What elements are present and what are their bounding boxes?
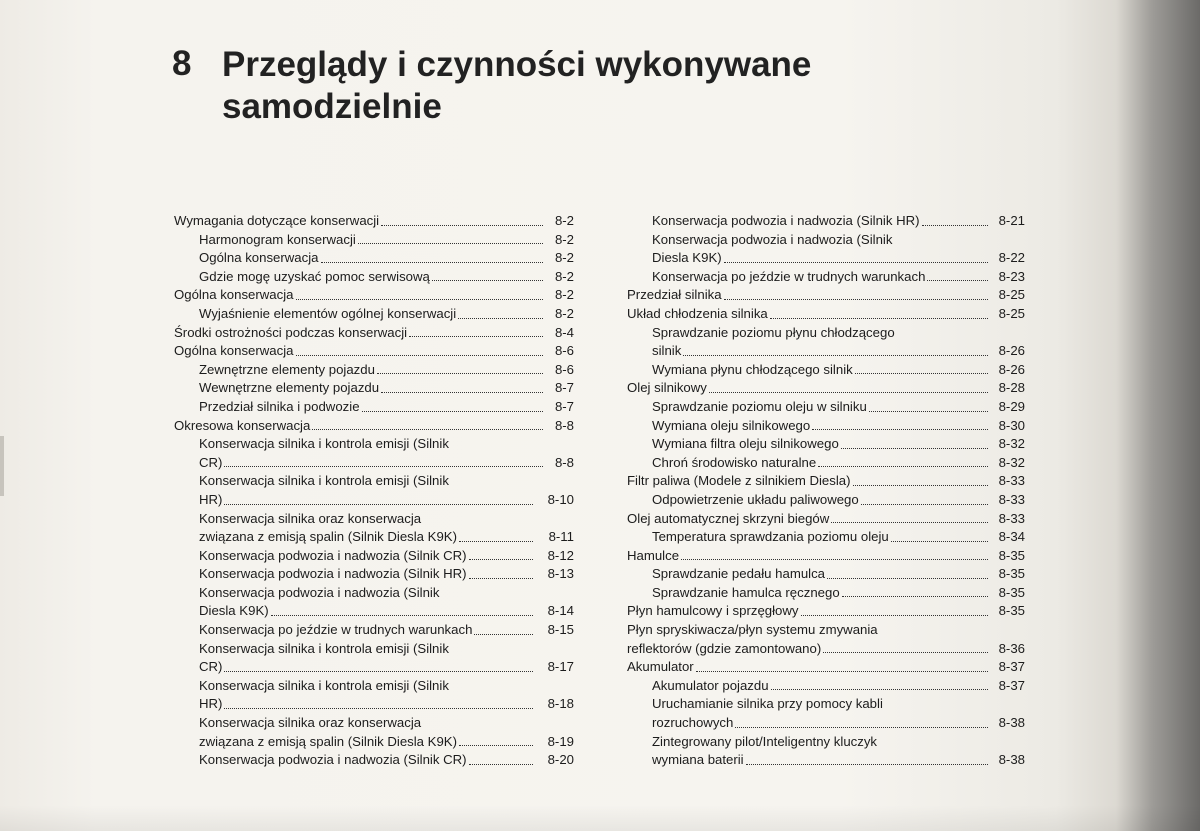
toc-entry — [627, 547, 1025, 566]
toc-entry-label: HR) — [199, 491, 223, 507]
toc-entry-label: Filtr paliwa (Modele z silnikiem Diesla) — [627, 473, 851, 489]
toc-page-number: 8-2 — [554, 213, 574, 228]
toc-page-number: 8-20 — [547, 752, 574, 768]
toc-entry-label: Odpowietrzenie układu paliwowego — [652, 491, 859, 507]
toc-entry-label: związana z emisją spalin (Silnik Diesla K9K) — [199, 529, 457, 545]
toc-entry-label: Ogólna konserwacja — [174, 343, 294, 359]
toc-entry-label: Wymiana filtra oleju silnikowego — [652, 436, 839, 452]
toc-entry — [174, 305, 574, 324]
toc-leader-dots — [459, 541, 533, 542]
chapter-title: Przeglądy i czynności wykonywane samodzielnie — [222, 45, 812, 126]
toc-leader-dots — [474, 634, 533, 635]
toc-entry — [174, 472, 574, 509]
toc-page-number: 8-38 — [998, 752, 1025, 768]
toc-entry — [174, 584, 574, 621]
toc-entry — [174, 621, 574, 640]
toc-entry — [627, 268, 1025, 287]
toc-entry-label: Okresowa konserwacja — [174, 417, 311, 433]
toc-entry-label: Harmonogram konserwacji — [199, 231, 356, 247]
toc-entry-label: Chroń środowisko naturalne — [652, 454, 817, 470]
toc-page-number: 8-37 — [998, 677, 1025, 693]
toc-leader-dots — [841, 448, 988, 449]
toc-entry-label: Konserwacja podwozia i nadwozia (Silnik CR) — [199, 752, 467, 768]
toc-entry — [174, 565, 574, 584]
toc-entry — [627, 491, 1025, 510]
toc-entry-label-line: Uruchamianie silnika przy pomocy kabli — [652, 696, 883, 712]
toc-entry — [174, 249, 574, 268]
toc-entry-label: Przedział silnika i podwozie — [199, 398, 360, 414]
toc-entry — [627, 677, 1025, 696]
toc-entry-label: Hamulce — [627, 547, 680, 563]
toc-right-column — [627, 212, 1025, 770]
toc-entry — [627, 435, 1025, 454]
toc-leader-dots — [801, 615, 988, 616]
toc-entry — [627, 417, 1025, 436]
toc-page-number: 8-25 — [998, 305, 1025, 321]
toc-entry — [627, 565, 1025, 584]
toc-entry — [174, 286, 574, 305]
toc-entry-label: Przedział silnika — [627, 287, 722, 303]
toc-entry — [627, 528, 1025, 547]
toc-entry-label-line: Konserwacja silnika i kontrola emisji (Silnik — [199, 436, 449, 452]
toc-leader-dots — [312, 429, 543, 430]
toc-entry — [627, 658, 1025, 677]
toc-entry-label: HR) — [199, 696, 223, 712]
toc-page-number: 8-35 — [998, 584, 1025, 600]
toc-leader-dots — [746, 764, 988, 765]
toc-entry — [174, 751, 574, 770]
page-bottom-shadow — [0, 805, 1200, 831]
toc-page-number: 8-30 — [998, 417, 1025, 433]
toc-leader-dots — [922, 225, 988, 226]
toc-entry — [627, 361, 1025, 380]
toc-page-number: 8-35 — [998, 566, 1025, 582]
toc-entry-label: Diesla K9K) — [652, 250, 722, 266]
toc-page-number: 8-32 — [998, 454, 1025, 470]
toc-page-number: 8-15 — [547, 622, 574, 638]
toc-entry-label: Wymagania dotyczące konserwacji — [174, 213, 380, 228]
chapter-number: 8 — [172, 44, 192, 83]
toc-page-number: 8-21 — [998, 213, 1025, 228]
toc-page-number: 8-18 — [547, 696, 574, 712]
toc-entry-label-line: Płyn spryskiwacza/płyn systemu zmywania — [627, 622, 878, 638]
toc-entry — [174, 379, 574, 398]
toc-page-number: 8-26 — [998, 361, 1025, 377]
toc-entry — [627, 454, 1025, 473]
toc-page-number: 8-2 — [554, 268, 574, 284]
toc-left-column — [174, 212, 574, 770]
toc-page-number: 8-13 — [547, 566, 574, 582]
toc-leader-dots — [381, 225, 543, 226]
toc-entry — [174, 268, 574, 287]
toc-entry — [627, 305, 1025, 324]
toc-page-number: 8-32 — [998, 436, 1025, 452]
toc-page-number: 8-12 — [547, 547, 574, 563]
toc-leader-dots — [321, 262, 544, 263]
toc-leader-dots — [842, 596, 988, 597]
toc-page-number: 8-33 — [998, 473, 1025, 489]
toc-page-number: 8-28 — [998, 380, 1025, 396]
toc-page-number: 8-33 — [998, 491, 1025, 507]
toc-leader-dots — [377, 373, 543, 374]
toc-leader-dots — [709, 392, 988, 393]
toc-leader-dots — [823, 652, 988, 653]
toc-leader-dots — [409, 336, 543, 337]
toc-entry-label-line: Konserwacja silnika oraz konserwacja — [199, 715, 422, 731]
toc-entry — [627, 602, 1025, 621]
toc-leader-dots — [271, 615, 533, 616]
toc-entry — [174, 417, 574, 436]
toc-entry-label-line: Konserwacja podwozia i nadwozia (Silnik — [652, 231, 893, 247]
toc-leader-dots — [831, 522, 988, 523]
toc-leader-dots — [770, 318, 988, 319]
toc-entry-label: Płyn hamulcowy i sprzęgłowy — [627, 603, 799, 619]
toc-page-number: 8-22 — [998, 250, 1025, 266]
toc-entry-label: związana z emisją spalin (Silnik Diesla K9K) — [199, 733, 457, 749]
toc-entry — [174, 640, 574, 677]
toc-leader-dots — [724, 262, 988, 263]
toc-page-number: 8-23 — [998, 268, 1025, 284]
toc-entry — [627, 324, 1025, 361]
toc-leader-dots — [469, 578, 533, 579]
toc-leader-dots — [812, 429, 988, 430]
toc-entry — [627, 621, 1025, 658]
toc-page-number: 8-11 — [548, 529, 574, 545]
toc-entry-label: Konserwacja po jeździe w trudnych warunkach — [652, 268, 926, 284]
toc-entry-label: Konserwacja podwozia i nadwozia (Silnik HR) — [652, 213, 920, 228]
toc-page-number: 8-8 — [554, 417, 574, 433]
toc-page-number: 8-17 — [547, 659, 574, 675]
toc-entry-label: silnik — [652, 343, 682, 359]
toc-entry-label-line: Konserwacja silnika i kontrola emisji (Silnik — [199, 640, 449, 656]
toc-entry-label: Ogólna konserwacja — [199, 250, 319, 266]
toc-leader-dots — [735, 727, 988, 728]
toc-entry-label-line: Konserwacja podwozia i nadwozia (Silnik — [199, 584, 440, 600]
toc-entry-label-line: Zintegrowany pilot/Inteligentny kluczyk — [652, 733, 878, 749]
toc-entry-label: Układ chłodzenia silnika — [627, 305, 768, 321]
toc-page-number: 8-25 — [998, 287, 1025, 303]
toc-entry — [174, 342, 574, 361]
toc-leader-dots — [827, 578, 988, 579]
toc-leader-dots — [818, 466, 988, 467]
toc-page-number: 8-14 — [547, 603, 574, 619]
toc-entry-label: Środki ostrożności podczas konserwacji — [174, 324, 408, 340]
toc-leader-dots — [459, 745, 533, 746]
toc-page-number: 8-35 — [998, 547, 1025, 563]
toc-page-number: 8-4 — [554, 324, 574, 340]
page-edge-mark — [0, 436, 4, 496]
toc-entry-label: Olej automatycznej skrzyni biegów — [627, 510, 830, 526]
toc-leader-dots — [683, 355, 988, 356]
toc-page-number: 8-2 — [554, 305, 574, 321]
toc-leader-dots — [469, 764, 533, 765]
toc-page-number: 8-29 — [998, 398, 1025, 414]
toc-page-number: 8-7 — [554, 398, 574, 414]
toc-leader-dots — [381, 392, 543, 393]
toc-leader-dots — [432, 280, 543, 281]
toc-leader-dots — [681, 559, 988, 560]
toc-entry — [174, 324, 574, 343]
toc-leader-dots — [861, 504, 988, 505]
toc-entry-label: rozruchowych — [652, 715, 734, 731]
toc-entry — [627, 584, 1025, 603]
toc-leader-dots — [469, 559, 533, 560]
toc-page-number: 8-37 — [998, 659, 1025, 675]
toc-entry — [174, 714, 574, 751]
toc-entry — [627, 379, 1025, 398]
toc-leader-dots — [362, 411, 543, 412]
toc-page-number: 8-19 — [547, 733, 574, 749]
toc-leader-dots — [224, 504, 533, 505]
toc-entry-label: Akumulator pojazdu — [652, 677, 769, 693]
toc-leader-dots — [224, 708, 533, 709]
toc-entry-label: Gdzie mogę uzyskać pomoc serwisową — [199, 268, 430, 284]
toc-page-number: 8-6 — [554, 343, 574, 359]
toc-leader-dots — [224, 466, 543, 467]
toc-leader-dots — [296, 299, 544, 300]
toc-page-number: 8-7 — [554, 380, 574, 396]
toc-leader-dots — [224, 671, 533, 672]
toc-entry — [174, 231, 574, 250]
toc-entry-label-line: Konserwacja silnika oraz konserwacja — [199, 510, 422, 526]
toc-leader-dots — [358, 243, 543, 244]
toc-leader-dots — [771, 689, 988, 690]
toc-entry-label: CR) — [199, 454, 223, 470]
toc-entry-label: Olej silnikowy — [627, 380, 707, 396]
toc-leader-dots — [869, 411, 988, 412]
toc-page-number: 8-34 — [998, 529, 1025, 545]
toc-entry — [627, 733, 1025, 770]
toc-entry-label: Diesla K9K) — [199, 603, 269, 619]
toc-entry-label: Akumulator — [627, 659, 694, 675]
toc-entry — [174, 398, 574, 417]
toc-entry-label: Sprawdzanie hamulca ręcznego — [652, 584, 840, 600]
toc-leader-dots — [458, 318, 543, 319]
toc-entry — [174, 435, 574, 472]
toc-leader-dots — [696, 671, 988, 672]
toc-entry-label: Konserwacja podwozia i nadwozia (Silnik CR) — [199, 547, 467, 563]
toc-entry-label: Wymiana płynu chłodzącego silnik — [652, 361, 853, 377]
toc-page-number: 8-26 — [998, 343, 1025, 359]
toc-entry — [174, 547, 574, 566]
toc-leader-dots — [855, 373, 988, 374]
toc-page-number: 8-2 — [554, 231, 574, 247]
toc-entry-label: Ogólna konserwacja — [174, 287, 294, 303]
toc-page-number: 8-36 — [998, 640, 1025, 656]
toc-entry — [627, 212, 1025, 231]
toc-entry — [627, 695, 1025, 732]
toc-leader-dots — [724, 299, 988, 300]
toc-entry-label: Zewnętrzne elementy pojazdu — [199, 361, 375, 377]
toc-entry-label: reflektorów (gdzie zamontowano) — [627, 640, 822, 656]
toc-page-number: 8-38 — [998, 715, 1025, 731]
toc-entry-label: Konserwacja podwozia i nadwozia (Silnik HR) — [199, 566, 467, 582]
toc-entry-label: Wymiana oleju silnikowego — [652, 417, 811, 433]
toc-entry-label-line: Konserwacja silnika i kontrola emisji (Silnik — [199, 677, 449, 693]
toc-entry-label: Wewnętrzne elementy pojazdu — [199, 380, 380, 396]
toc-page-number: 8-35 — [998, 603, 1025, 619]
toc-entry-label-line: Konserwacja silnika i kontrola emisji (Silnik — [199, 473, 449, 489]
toc-entry-label: CR) — [199, 659, 223, 675]
toc-entry — [174, 361, 574, 380]
toc-page-number: 8-2 — [554, 287, 574, 303]
toc-entry-label: Sprawdzanie poziomu oleju w silniku — [652, 398, 867, 414]
toc-entry — [627, 398, 1025, 417]
toc-leader-dots — [927, 280, 988, 281]
toc-entry — [627, 472, 1025, 491]
toc-leader-dots — [891, 541, 988, 542]
toc-page-number: 8-10 — [547, 491, 574, 507]
toc-entry-label: Temperatura sprawdzania poziomu oleju — [652, 529, 889, 545]
toc-entry-label: wymiana baterii — [652, 752, 744, 768]
toc-page-number: 8-6 — [554, 361, 574, 377]
toc-entry — [627, 286, 1025, 305]
toc-entry — [174, 212, 574, 231]
toc-page-number: 8-2 — [554, 250, 574, 266]
toc-leader-dots — [853, 485, 988, 486]
toc-entry-label: Sprawdzanie pedału hamulca — [652, 566, 826, 582]
toc-page-number: 8-8 — [554, 454, 574, 470]
toc-leader-dots — [296, 355, 544, 356]
toc-entry-label-line: Sprawdzanie poziomu płynu chłodzącego — [652, 324, 895, 340]
toc-page-number: 8-33 — [998, 510, 1025, 526]
toc-entry — [627, 510, 1025, 529]
toc-entry — [174, 677, 574, 714]
toc-entry-label: Konserwacja po jeździe w trudnych warunkach — [199, 622, 473, 638]
toc-entry — [627, 231, 1025, 268]
toc-entry-label: Wyjaśnienie elementów ogólnej konserwacji — [199, 305, 457, 321]
toc-entry — [174, 510, 574, 547]
